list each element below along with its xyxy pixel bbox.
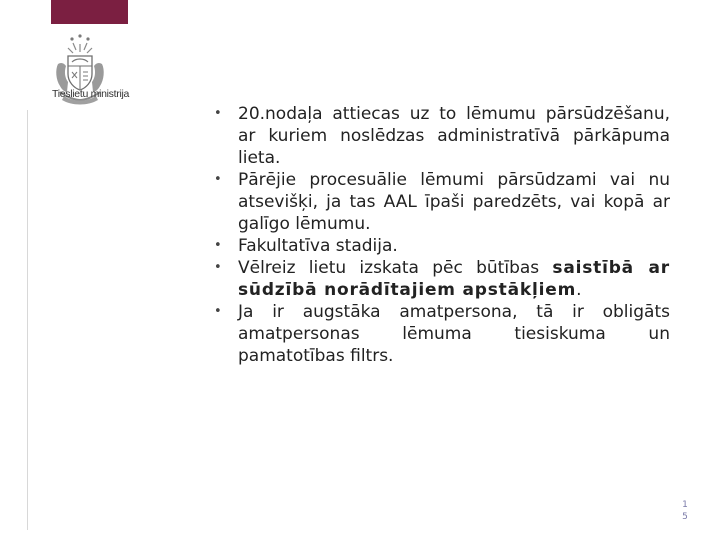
bullet-text: 20.nodaļa attiecas uz to lēmumu pārsūdzēšanu, ar kuriem noslēdzas administratīvā pārkāpuma lieta. [238,104,670,168]
ministry-name: Tieslietu ministrija [52,88,130,100]
bullet-emphasis-text: saistībā ar sūdzībā norādītajiem apstākļiem [238,258,670,300]
bullet-item [212,103,670,169]
bullet-text: Fakultatīva stadija. [238,236,398,256]
brand-color-bar [51,0,128,24]
bullet-text: . [576,280,582,300]
page-number [680,499,690,523]
bullet-text: Ja ir augstāka amatpersona, tā ir obligāts amatpersonas lēmuma tiesiskuma un pamatotības filtrs. [238,302,670,366]
bullet-item [212,301,670,367]
vertical-divider [27,110,28,530]
bullet-list [212,103,670,367]
bullet-text: Vēlreiz lietu izskata pēc būtības [238,258,553,278]
bullet-item [212,257,670,301]
slide-content [212,103,670,367]
bullet-item [212,169,670,235]
bullet-item [212,235,670,257]
bullet-text: Pārējie procesuālie lēmumi pārsūdzami vai nu atsevišķi, ja tas AAL īpaši paredzēts, vai kopā ar galīgo lēmumu. [238,170,670,234]
page-number-digit-2: 5 [682,512,688,522]
page-number-digit-1: 1 [682,500,688,510]
